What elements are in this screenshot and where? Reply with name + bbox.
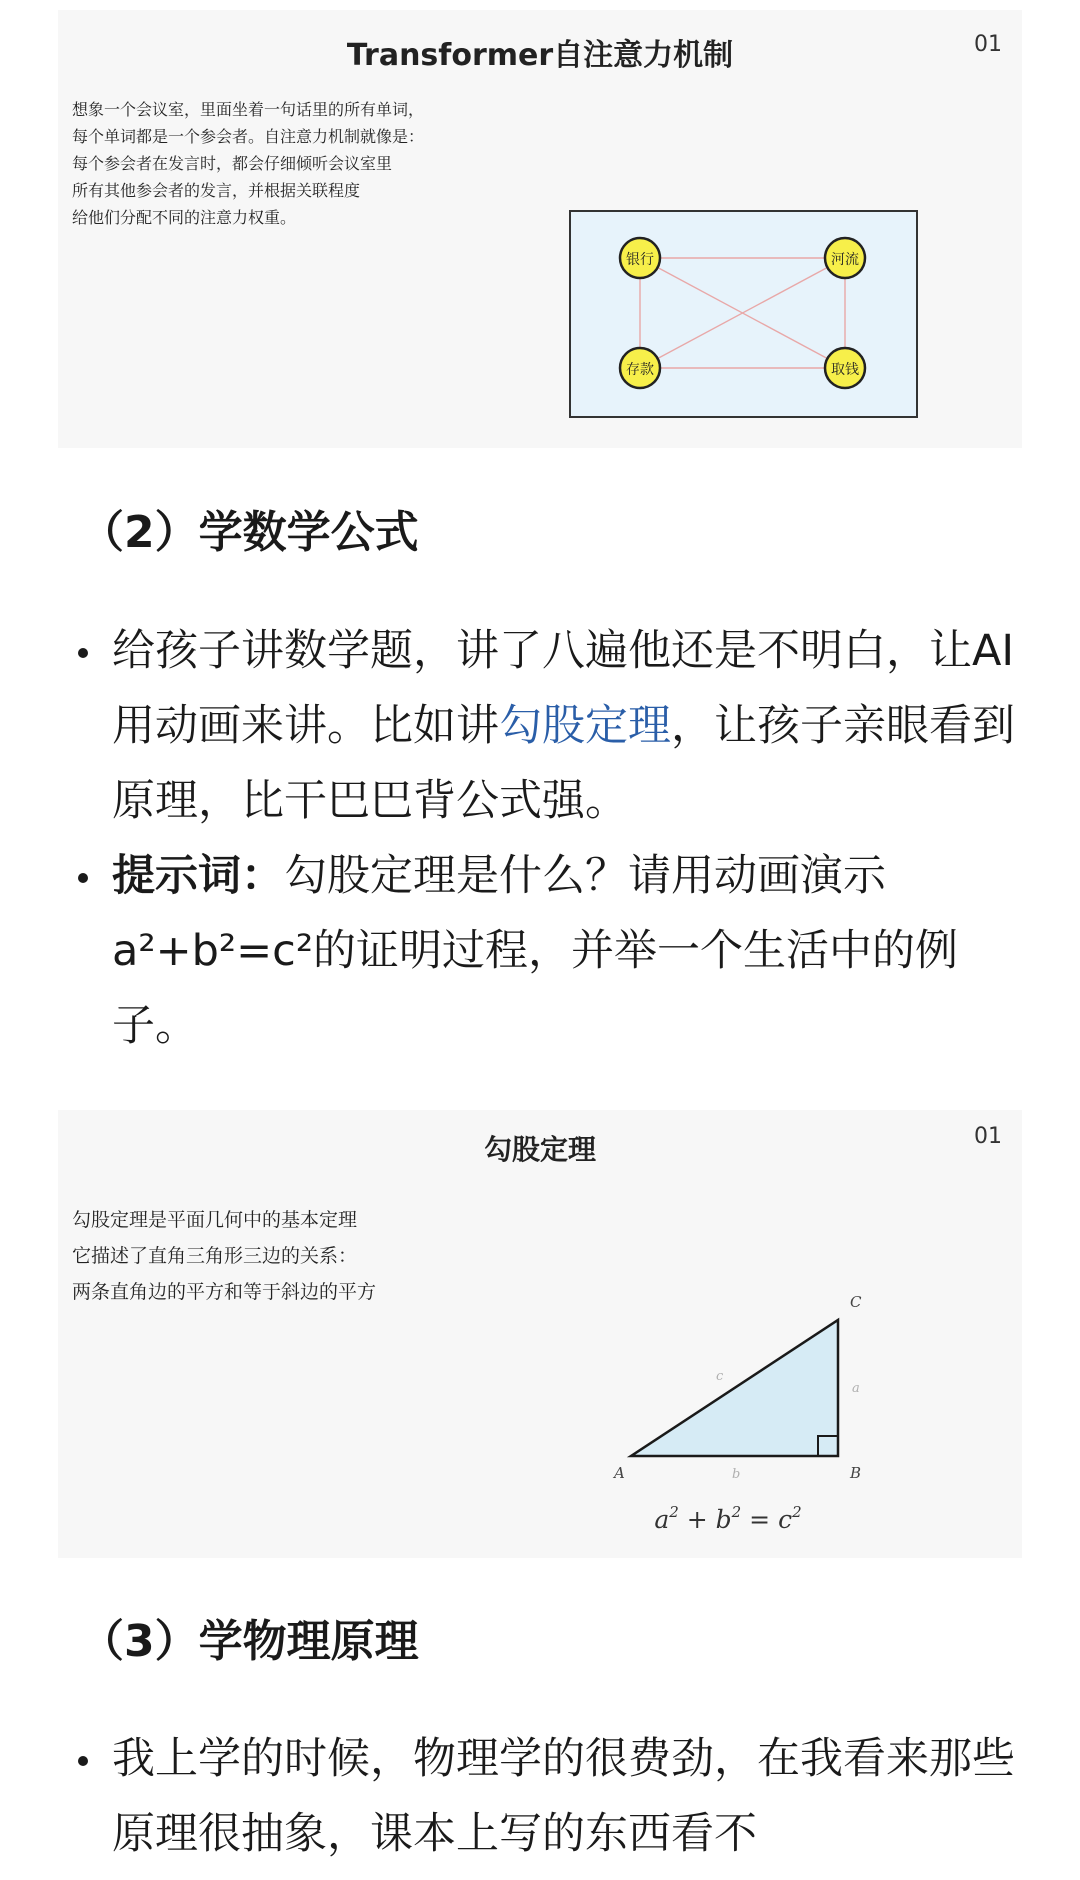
formula-exp: 2	[731, 1503, 742, 1521]
side-label-c: c	[716, 1369, 724, 1384]
list-item	[70, 839, 1030, 1064]
node-label: 取钱	[831, 362, 859, 378]
bullet-text: ，让孩子亲眼看到原理，比干巴巴背公式强。	[112, 701, 1015, 826]
formula-eq: =	[741, 1505, 779, 1534]
description-line: 每个参会者在发言时，都会仔细倾听会议室里	[72, 154, 393, 173]
node-river	[825, 238, 865, 278]
pythagorean-link[interactable]: 勾股定理	[499, 701, 671, 751]
formula-b: b	[715, 1505, 732, 1534]
bullet-text: 我上学的时候，物理学的很费劲，在我看来那些原理很抽象，课本上写的东西看不	[112, 1734, 1015, 1859]
formula	[654, 1503, 801, 1534]
vertex-label-c: C	[850, 1293, 862, 1311]
side-label-a: a	[852, 1381, 860, 1396]
node-label: 存款	[626, 362, 654, 378]
side-label-b: b	[732, 1467, 741, 1482]
list-item	[70, 614, 1030, 839]
bullet-list-math	[70, 614, 1030, 1064]
formula-c: c	[778, 1505, 793, 1534]
card-title: 勾股定理	[483, 1133, 596, 1166]
bullet-text: 给孩子讲数学题，讲了八遍他还是不明白，让AI用动画来讲。比如讲	[112, 626, 1015, 751]
right-triangle-diagram	[58, 1110, 1022, 1558]
formula-a: a	[654, 1505, 670, 1534]
card-number: 01	[974, 32, 1002, 57]
vertex-label-b: B	[850, 1464, 862, 1482]
section-heading-math: （2）学数学公式	[80, 507, 419, 558]
card-title: Transformer自注意力机制	[346, 38, 734, 73]
description-line: 给他们分配不同的注意力权重。	[72, 208, 297, 227]
description-line: 两条直角边的平方和等于斜边的平方	[72, 1281, 377, 1303]
formula-exp: 2	[792, 1503, 802, 1521]
formula-plus: +	[678, 1505, 716, 1534]
node-label: 银行	[626, 252, 654, 268]
prompt-label: 提示词：	[112, 851, 284, 901]
card-number: 01	[974, 1124, 1002, 1149]
attention-diagram	[58, 10, 1022, 448]
description-line: 所有其他参会者的发言，并根据关联程度	[72, 181, 361, 200]
list-item	[70, 1722, 1030, 1872]
bullet-list-physics	[70, 1722, 1030, 1872]
prompt-text: 勾股定理是什么？请用动画演示a²+b²=c²的证明过程，并举一个生活中的例子。	[112, 851, 959, 1051]
formula-exp: 2	[669, 1503, 679, 1521]
transformer-card	[58, 10, 1022, 448]
node-withdraw	[825, 348, 865, 388]
node-label: 河流	[831, 252, 859, 268]
right-triangle	[631, 1320, 838, 1456]
description-line: 每个单词都是一个参会者。自注意力机制就像是：	[72, 127, 425, 146]
description-line: 它描述了直角三角形三边的关系：	[72, 1245, 358, 1267]
pythagorean-card	[58, 1110, 1022, 1558]
node-bank	[620, 238, 660, 278]
description-line: 勾股定理是平面几何中的基本定理	[72, 1209, 358, 1231]
description-line: 想象一个会议室，里面坐着一句话里的所有单词，	[72, 100, 425, 119]
vertex-label-a: A	[614, 1464, 625, 1482]
node-deposit	[620, 348, 660, 388]
section-heading-physics: （3）学物理原理	[80, 1616, 419, 1667]
